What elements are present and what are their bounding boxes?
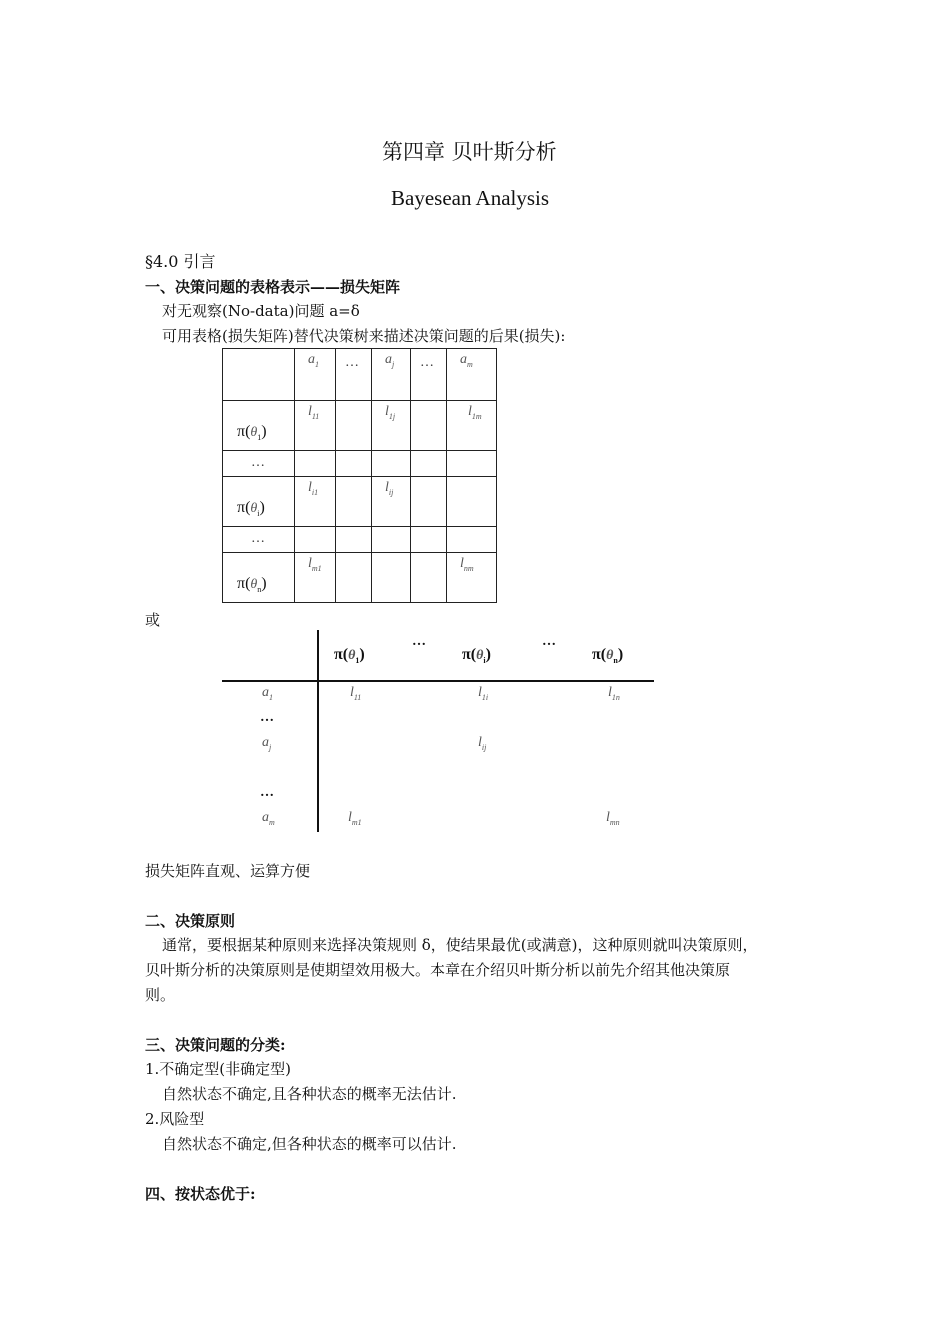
section-heading-intro: §4.0 引言 <box>145 252 216 271</box>
table-horizontal-rule <box>222 680 654 682</box>
row-header-cell: $\pi(\theta_n)$ <box>223 553 295 603</box>
table-cell: $l_{m1}$ <box>295 553 336 603</box>
table-header-cell: … <box>336 349 372 401</box>
row-header-cell: $\pi(\theta_1)$ <box>223 401 295 451</box>
table-row <box>223 451 497 477</box>
row-header-cell: $\pi(\theta_i)$ <box>223 477 295 527</box>
table-cell: $l_{1m}$ <box>447 401 497 451</box>
cell-l1i: $l_{1i}$ <box>478 685 489 702</box>
table-cell: $l_{1j}$ <box>372 401 411 451</box>
row-ellipsis: … <box>260 710 274 725</box>
text-table-intro: 可用表格(损失矩阵)替代决策树来描述决策问题的后果(损失): <box>162 327 566 345</box>
table-corner-cell <box>223 349 295 401</box>
table-header-cell: $a_1$ <box>295 349 336 401</box>
table-cell <box>372 553 411 603</box>
table-header-cell: … <box>411 349 447 401</box>
row-label-am: $a_m$ <box>262 810 275 827</box>
table-cell: $l_{i1}$ <box>295 477 336 527</box>
col-header-ellipsis: … <box>412 634 426 649</box>
heading-classification: 三、决策问题的分类: <box>145 1036 286 1054</box>
row-label-aj: $a_j$ <box>262 735 272 752</box>
col-header-theta-1: $\pi(\theta_1)$ <box>334 646 365 666</box>
row-label-a1: $a_1$ <box>262 685 273 702</box>
cell-lm1: $l_{m1}$ <box>348 810 362 827</box>
table-cell: $l_{ij}$ <box>372 477 411 527</box>
cell-lmn: $l_{mn}$ <box>606 810 620 827</box>
table-cell <box>411 401 447 451</box>
heading-decision-principle: 二、决策原则 <box>145 912 236 930</box>
table-header-cell: $a_m$ <box>447 349 497 401</box>
paragraph-line: 贝叶斯分析的决策原则是使期望效用极大。本章在介绍贝叶斯分析以前先介绍其他决策原 <box>145 961 731 979</box>
cell-l1n: $l_{1n}$ <box>608 685 620 702</box>
heading-state-dominance: 四、按状态优于: <box>145 1185 256 1203</box>
table-cell <box>447 477 497 527</box>
row-ellipsis: … <box>260 785 274 800</box>
cell-lij: $l_{ij}$ <box>478 735 487 752</box>
table-cell <box>411 553 447 603</box>
col-header-theta-n: $\pi(\theta_n)$ <box>592 646 624 666</box>
chapter-title: 第四章 贝叶斯分析 <box>382 140 557 164</box>
table-vertical-rule <box>317 630 319 832</box>
table-cell <box>336 553 372 603</box>
cell-l11: $l_{11}$ <box>350 685 362 702</box>
table-cell <box>411 477 447 527</box>
text-intuitive: 损失矩阵直观、运算方便 <box>145 862 311 880</box>
loss-matrix-table <box>222 348 497 603</box>
table-row <box>223 527 497 553</box>
table-cell <box>336 401 372 451</box>
chapter-subtitle: Bayesean Analysis <box>391 186 550 210</box>
col-header-theta-i: $\pi(\theta_i)$ <box>462 646 491 666</box>
list-item-title: 1.不确定型(非确定型) <box>145 1060 292 1078</box>
paragraph-line: 则。 <box>145 986 176 1004</box>
table-cell: $l_{nm}$ <box>447 553 497 603</box>
table-cell: $l_{11}$ <box>295 401 336 451</box>
list-item-desc: 自然状态不确定,且各种状态的概率无法估计. <box>162 1085 457 1103</box>
row-ellipsis-cell: … <box>223 527 295 553</box>
table-row <box>223 477 497 527</box>
table-cell <box>336 477 372 527</box>
alternate-loss-table <box>222 630 654 832</box>
paragraph-line: 通常，要根据某种原则来选择决策规则 δ，使结果最优(或满意)，这种原则就叫决策原则， <box>162 936 758 954</box>
heading-loss-matrix: 一、决策问题的表格表示——损失矩阵 <box>145 278 401 296</box>
col-header-ellipsis: … <box>542 634 556 649</box>
list-item-desc: 自然状态不确定,但各种状态的概率可以估计. <box>162 1135 457 1153</box>
text-or: 或 <box>145 611 161 629</box>
table-row <box>223 553 497 603</box>
table-header-cell: $a_j$ <box>372 349 411 401</box>
table-header-row <box>223 349 497 401</box>
row-ellipsis-cell: … <box>223 451 295 477</box>
text-no-data: 对无观察(No-data)问题 a=δ <box>162 302 360 320</box>
table-row <box>223 401 497 451</box>
list-item-title: 2.风险型 <box>145 1110 205 1128</box>
